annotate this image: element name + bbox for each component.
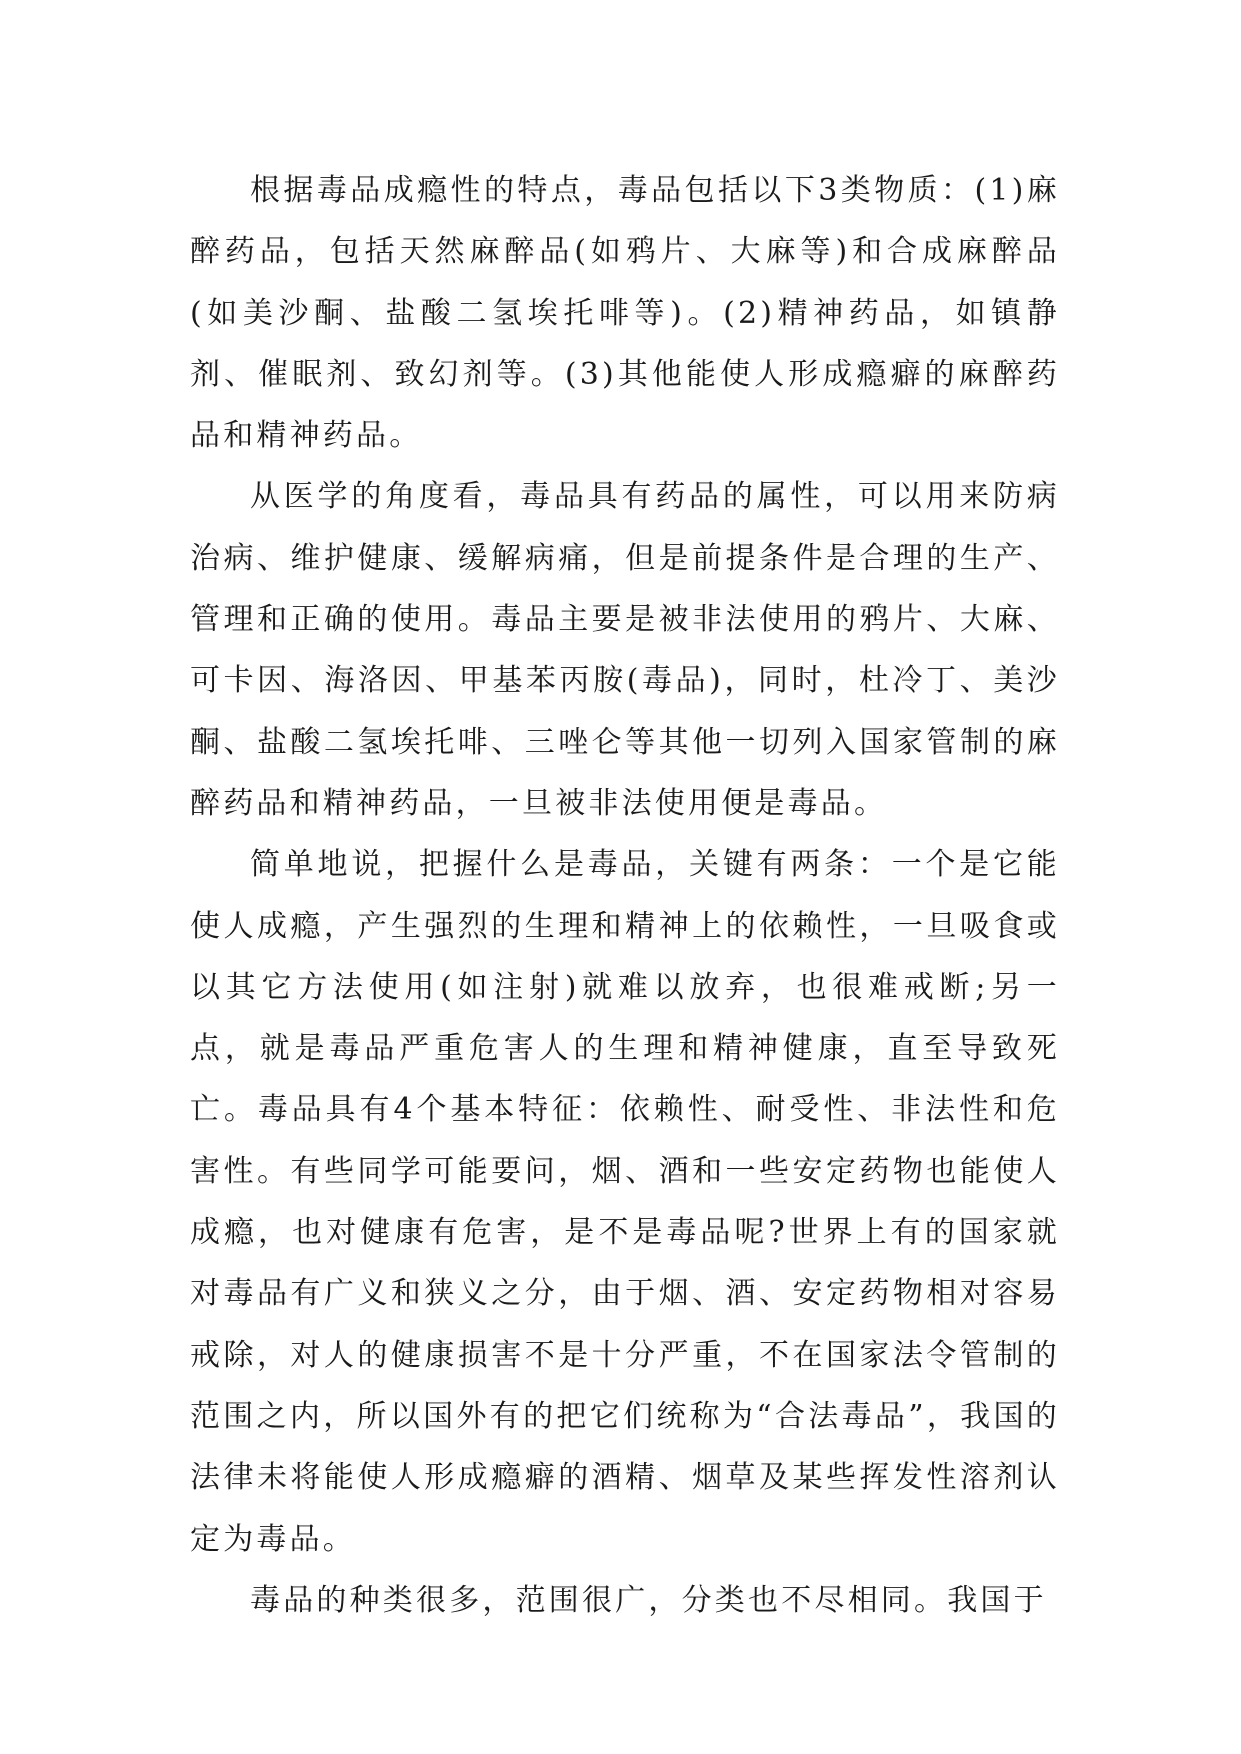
- paragraph-3: 简单地说，把握什么是毒品，关键有两条：一个是它能使人成瘾，产生强烈的生理和精神上的依赖性，一旦吸食或以其它方法使用(如注射)就难以放弃，也很难戒断;另一点，就是毒品严重危害人的生理和精神健康，直至导致死亡。毒品具有4个基本特征：依赖性、耐受性、非法性和危害性。有些同学可能要问，烟、酒和一些安定药物也能使人成瘾，也对健康有危害，是不是毒品呢?世界上有的国家就对毒品有广义和狭义之分，由于烟、酒、安定药物相对容易戒除，对人的健康损害不是十分严重，不在国家法令管制的范围之内，所以国外有的把它们统称为“合法毒品”，我国的法律未将能使人形成瘾癖的酒精、烟草及某些挥发性溶剂认定为毒品。: [190, 847, 1060, 1557]
- paragraph-2: 从医学的角度看，毒品具有药品的属性，可以用来防病治病、维护健康、缓解病痛，但是前提条件是合理的生产、管理和正确的使用。毒品主要是被非法使用的鸦片、大麻、可卡因、海洛因、甲基苯丙胺(毒品)，同时，杜冷丁、美沙酮、盐酸二氢埃托啡、三唑仑等其他一切列入国家管制的麻醉药品和精神药品，一旦被非法使用便是毒品。: [190, 479, 1060, 821]
- paragraph-4: 毒品的种类很多，范围很广，分类也不尽相同。我国于: [250, 1582, 1047, 1618]
- paragraph-1: 根据毒品成瘾性的特点，毒品包括以下3类物质：(1)麻醉药品，包括天然麻醉品(如鸦片、大麻等)和合成麻醉品(如美沙酮、盐酸二氢埃托啡等)。(2)精神药品，如镇静剂、催眠剂、致幻剂等。(3)其他能使人形成瘾癖的麻醉药品和精神药品。: [190, 173, 1061, 454]
- document-body: [190, 160, 1060, 1631]
